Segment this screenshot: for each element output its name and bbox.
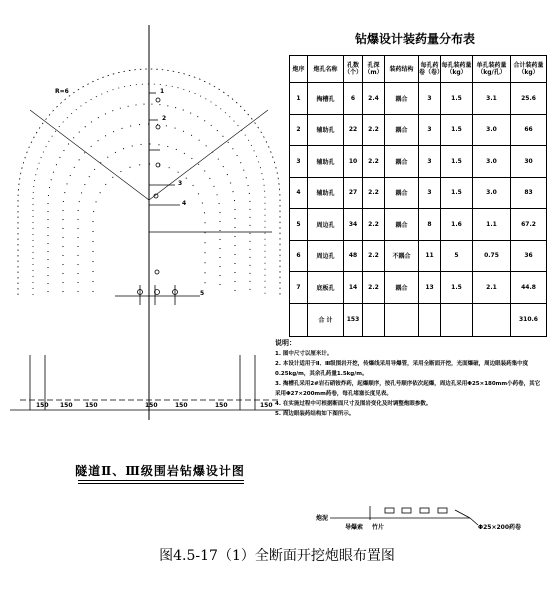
header-cell: 孔数（个） [344,56,363,83]
total-kg: 310.6 [511,303,547,336]
table-cell: 1.1 [473,209,511,241]
charge-label-bamboo: 竹片 [372,524,385,531]
table-cell: 1.6 [441,209,473,241]
table-cell: 5 [441,240,473,272]
header-cell: 装药结构 [385,56,419,83]
table-cell: 2.2 [363,114,385,146]
table-cell: 8 [419,209,441,241]
table-cell: 不耦合 [385,240,419,272]
table-cell: 周边孔 [308,209,344,241]
table-row [290,146,547,178]
table-cell: 耦合 [385,177,419,209]
table-cell: 1.5 [441,114,473,146]
notes-block [275,338,545,419]
header-cell: 孔深（m） [363,56,385,83]
table-cell: 14 [344,272,363,304]
table-cell: 44.8 [511,272,547,304]
table-cell: 3.0 [473,177,511,209]
table-cell: 辅助孔 [308,177,344,209]
charge-distribution-table [289,55,547,337]
dim-label: 150 [260,402,273,409]
table-cell: 耦合 [385,146,419,178]
note-item: 2. 本设计适用于Ⅱ、Ⅲ级围岩开挖，传爆线采用导爆管，采用全断面开挖，光面爆破，周边眼装药集中度0.25kg/m，其余孔药量1.5kg/m。 [275,361,529,377]
charge-label-cartridge: Φ25×200药卷 [478,524,522,531]
dim-label: 150 [36,402,49,409]
table-cell: 1 [290,83,308,115]
mark-label: 3 [178,180,183,187]
table-cell: 83 [511,177,547,209]
table-cell: 辅助孔 [308,114,344,146]
table-cell: 掏槽孔 [308,83,344,115]
table-cell: 2.4 [363,83,385,115]
table-cell: 辅助孔 [308,146,344,178]
note-item: 1. 图中尺寸以厘米计。 [275,351,333,357]
table-cell: 2.2 [363,177,385,209]
table-cell: 2.2 [363,146,385,178]
dim-label: 150 [175,402,188,409]
table-cell: 2 [290,114,308,146]
arc-label: R=6 [55,88,69,95]
table-row [290,240,547,272]
table-cell: 耦合 [385,83,419,115]
header-cell: 每孔药卷（卷） [419,56,441,83]
dim-label: 150 [60,402,73,409]
table-cell: 2.2 [363,209,385,241]
table-cell: 34 [344,209,363,241]
table-header-row [290,56,547,83]
table-cell: 耦合 [385,114,419,146]
header-cell: 炮孔名称 [308,56,344,83]
table-cell [290,303,308,336]
table-cell: 0.75 [473,240,511,272]
table-cell: 5 [290,209,308,241]
table-row [290,177,547,209]
table-cell: 30 [511,146,547,178]
table-cell [363,303,385,336]
table-cell [473,303,511,336]
table-cell: 3 [419,177,441,209]
table-cell: 4 [290,177,308,209]
note-item: 4. 在实施过程中可根据断面尺寸及围岩变化及时调整炮眼参数。 [275,401,432,407]
table-cell [441,303,473,336]
table-cell: 13 [419,272,441,304]
table-cell: 3 [419,114,441,146]
table-cell: 3 [419,83,441,115]
table-title: 钻爆设计装药量分布表 [354,32,475,46]
table-cell: 6 [344,83,363,115]
charge-label-detonating-cord: 导爆索 [345,524,364,531]
table-row [290,272,547,304]
table-cell: 1.5 [441,146,473,178]
table-row [290,209,547,241]
table-cell: 22 [344,114,363,146]
table-cell: 耦合 [385,209,419,241]
floor-holes [115,285,200,305]
title-underline [78,480,244,481]
mark-label: 2 [162,115,167,122]
mark-label: 5 [200,290,205,297]
table-cell: 67.2 [511,209,547,241]
table-cell: 底板孔 [308,272,344,304]
table-cell: 周边孔 [308,240,344,272]
table-cell: 2.1 [473,272,511,304]
note-item: 5. 周边眼装药结构如下图所示。 [275,411,355,417]
table-row [290,114,547,146]
title-underline [78,483,244,484]
table-cell: 1.5 [441,272,473,304]
table-cell: 25.6 [511,83,547,115]
table-cell [419,303,441,336]
table-cell: 7 [290,272,308,304]
header-cell: 合计装药量（kg） [511,56,547,83]
table-cell: 耦合 [385,272,419,304]
table-cell: 3.0 [473,114,511,146]
dim-label: 150 [145,402,158,409]
table-cell: 3.0 [473,146,511,178]
mark-label: 1 [160,88,165,95]
table-cell: 3.1 [473,83,511,115]
table-cell: 3 [419,146,441,178]
table-cell [385,303,419,336]
table-cell: 3 [290,146,308,178]
table-cell: 27 [344,177,363,209]
cut-hole-markers [149,93,272,274]
table-cell: 1.5 [441,177,473,209]
table-cell: 36 [511,240,547,272]
total-count: 153 [344,303,363,336]
table-cell: 2.2 [363,240,385,272]
header-cell: 炮序 [290,56,308,83]
notes-heading: 说明： [275,339,296,347]
table-cell: 48 [344,240,363,272]
table-cell: 1.5 [441,83,473,115]
table-row [290,83,547,115]
dim-label: 150 [215,402,228,409]
note-item: 3. 掏槽孔采用2#岩石硝铵炸药，起爆顺序，按孔号顺序依次起爆，周边孔采用Φ25×180mm小药卷，其它采用Φ27×200mm药卷，每孔堵塞长度见表。 [275,381,541,397]
table-cell: 66 [511,114,547,146]
dim-label: 150 [85,402,98,409]
table-total-row [290,303,547,336]
mark-label: 4 [182,200,187,207]
charge-label-stemming: 炮泥 [316,515,329,522]
figure-caption: 图4.5-17（1）全断面开挖炮眼布置图 [159,548,395,564]
table-cell: 6 [290,240,308,272]
drawing-title: 隧道Ⅱ、Ⅲ级围岩钻爆设计图 [75,464,245,478]
header-cell: 单孔装药量（kg/孔） [473,56,511,83]
total-label: 合 计 [308,303,344,336]
table-cell: 10 [344,146,363,178]
table-cell: 2.2 [363,272,385,304]
table-cell: 11 [419,240,441,272]
header-cell: 每孔装药量（kg） [441,56,473,83]
